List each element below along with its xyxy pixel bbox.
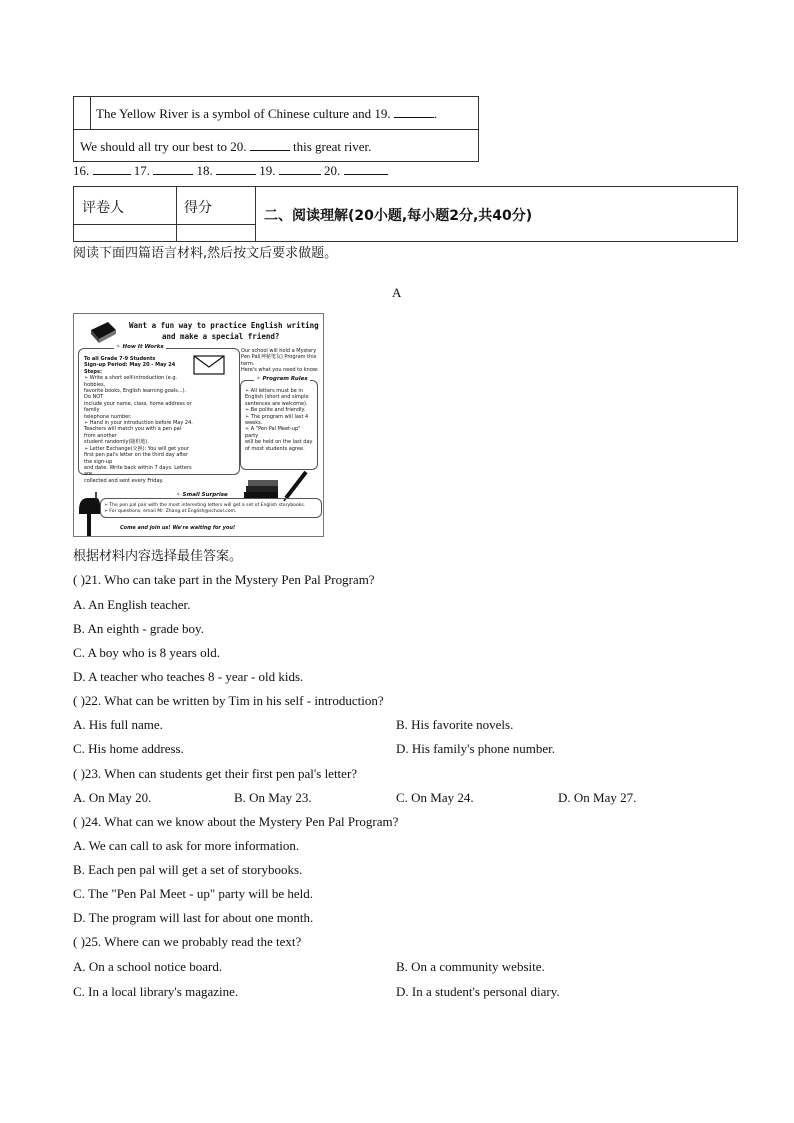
q25-option-b[interactable]: B. On a community website. [396,959,545,974]
pen-pal-poster [73,313,324,537]
book-icon [88,320,118,346]
fill-in-box [73,96,479,162]
answer-blank-19[interactable] [279,163,321,175]
section-title: 二、阅读理解(20小题,每小题2分,共40分) [264,208,533,224]
answer-blank-18[interactable] [216,163,256,175]
score-table [73,186,738,242]
poster-headline-2: and make a special friend? [162,332,280,341]
q23-option-a[interactable]: A. On May 20. [73,790,152,805]
small-surprise-text: ➢ The pen pal pair with the most interesting letters will get a set of English storybooks. ➢ For questions, email Mr. Zhang at English@school.com. [104,503,306,515]
program-rules-text: ➢ All letters must be in English (short and simple sentences are welcome). ➢ Be polite and friendly. ➢ The program will last 4 weeks. ➢ A "Pen Pal Meet-up" party will be held on the last day of most students agree. [245,388,313,452]
answer-blank-16[interactable] [93,163,131,175]
sentence-20: We should all try our best to 20. this great river. [80,139,372,154]
blank-19[interactable] [394,106,434,118]
mailbox-icon [76,492,102,536]
q23-option-c[interactable]: C. On May 24. [396,790,474,805]
q21-option-a[interactable]: A. An English teacher. [73,597,191,612]
q23-option-d[interactable]: D. On May 27. [558,790,637,805]
answer-line: 16. 17. 18. 19. 20. [73,163,388,179]
q21-option-c[interactable]: C. A boy who is 8 years old. [73,645,220,660]
how-it-works-title: ✧ How It Works [116,344,164,350]
q22-option-a[interactable]: A. His full name. [73,717,163,732]
envelope-icon [192,354,226,376]
row-number-cell [74,97,91,129]
q23-option-b[interactable]: B. On May 23. [234,790,312,805]
question-22: ( )22. What can be written by Tim in his self - introduction? [73,693,384,708]
poster-closing: Come and join us! We're waiting for you! [120,525,236,531]
instruction: 阅读下面四篇语言材料,然后按文后要求做题。 [73,246,338,261]
q25-option-d[interactable]: D. In a student's personal diary. [396,984,560,999]
blank-20[interactable] [250,139,290,151]
q24-option-d[interactable]: D. The program will last for about one month. [73,910,314,925]
q24-option-b[interactable]: B. Each pen pal will get a set of storybooks. [73,862,303,877]
q21-option-b[interactable]: B. An eighth - grade boy. [73,621,204,636]
sentence-19: The Yellow River is a symbol of Chinese culture and 19. . [96,106,438,121]
program-intro-text: Our school will hold a Mystery Pen Pal(神秘笔友) Program this term. Here's what you need to know: [241,348,319,374]
answer-blank-17[interactable] [153,163,193,175]
q25-option-a[interactable]: A. On a school notice board. [73,959,223,974]
q24-option-c[interactable]: C. The "Pen Pal Meet - up" party will be held. [73,886,313,901]
q22-option-b[interactable]: B. His favorite novels. [396,717,514,732]
grader-label: 评卷人 [82,200,124,216]
question-23: ( )23. When can students get their first pen pal's letter? [73,766,358,781]
direction: 根据材料内容选择最佳答案。 [73,549,243,564]
q24-option-a[interactable]: A. We can call to ask for more information. [73,838,300,853]
small-surprise-title: ✧ Small Surprise [176,492,228,498]
question-21: ( )21. Who can take part in the Mystery Pen Pal Program? [73,572,375,587]
question-24: ( )24. What can we know about the Mystery Pen Pal Program? [73,814,399,829]
q22-option-c[interactable]: C. His home address. [73,741,184,756]
q25-option-c[interactable]: C. In a local library's magazine. [73,984,239,999]
question-25: ( )25. Where can we probably read the text? [73,934,302,949]
answer-blank-20[interactable] [344,163,388,175]
q22-option-d[interactable]: D. His family's phone number. [396,741,556,756]
q21-option-d[interactable]: D. A teacher who teaches 8 - year - old kids. [73,669,304,684]
program-rules-title: ✧ Program Rules [256,376,308,382]
score-label: 得分 [184,200,212,216]
fill-in-row-19 [74,97,478,130]
passage-label: A [392,285,402,300]
poster-headline-1: Want a fun way to practice English writing [129,321,319,330]
how-it-works-text: To all Grade 7-9 Students Sign-up Period: May 20 - May 24 Steps: ➢ Write a short self-introduction (e.g. hobbies, favorite books, English learning goals...). Do NOT include your name, class, home address or family telephone number. ➢ Hand in your introduction before May 24. Teachers will match you with a pen pal from another student randomly(随机地). ➢ Letter Exchange(交换): You will get your first pen pal's letter on the third day after the sign-up end date. Write back within 7 days. Letters are collected and sent every Friday. [84,356,193,484]
